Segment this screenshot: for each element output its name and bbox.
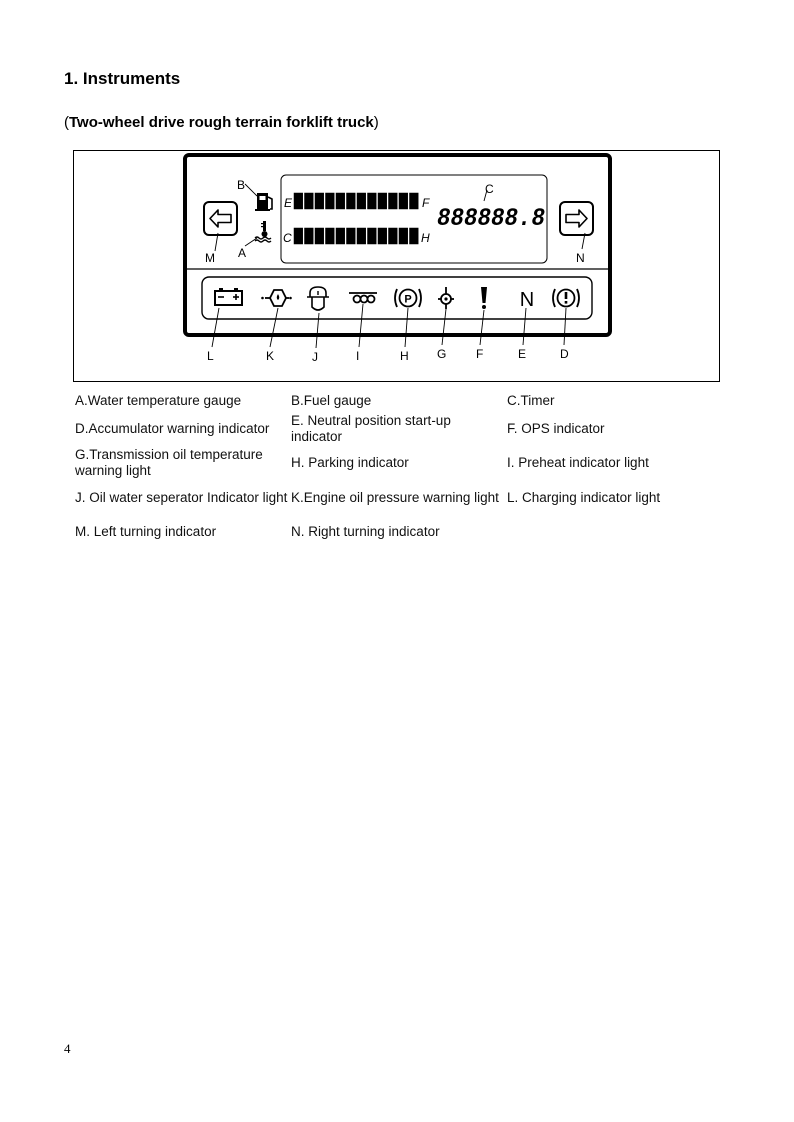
legend-item: J. Oil water seperator Indicator light: [75, 489, 288, 505]
callout-l: L: [207, 349, 214, 363]
legend-row: [75, 411, 720, 446]
temp-gauge-segment: [399, 228, 408, 244]
fuel-gauge-segment: [389, 193, 398, 209]
oil-can-icon: [261, 290, 292, 306]
legend-item: F. OPS indicator: [507, 420, 605, 436]
accumulator-brake-icon: [553, 289, 579, 307]
instrument-panel-figure: [73, 150, 720, 382]
fuel-gauge-full-mark: F: [422, 196, 430, 210]
callout-a: A: [238, 246, 247, 260]
parking-brake-icon: [395, 289, 421, 307]
callout-g: G: [437, 347, 447, 361]
fuel-gauge-segment: [378, 193, 387, 209]
page-number: 4: [64, 1041, 71, 1056]
fuel-pump-icon: [255, 193, 272, 211]
temp-gauge-segment: [315, 228, 324, 244]
legend-item: H. Parking indicator: [291, 455, 409, 470]
neutral-icon: N: [519, 289, 535, 311]
fuel-gauge-segment: [399, 193, 408, 209]
callout-d: D: [560, 347, 569, 361]
fuel-gauge-segment: [368, 193, 377, 209]
fuel-gauge-segment: [326, 193, 335, 209]
exclamation-icon: [481, 287, 487, 309]
temp-gauge-segment: [294, 228, 303, 244]
callout-i: I: [356, 349, 360, 363]
temp-gauge-bar: [294, 228, 418, 244]
callout-c: C: [485, 182, 494, 196]
water-temperature-icon: [255, 221, 271, 242]
legend-item: K.Engine oil pressure warning light: [291, 489, 499, 505]
legend-row: [75, 480, 720, 515]
subheading-bold: Two-wheel drive rough terrain forklift truck: [69, 114, 374, 131]
temp-gauge-segment: [389, 228, 398, 244]
preheat-coil-icon: [349, 293, 377, 303]
temp-gauge-segment: [347, 228, 356, 244]
legend-item: B.Fuel gauge: [291, 392, 372, 408]
fuel-gauge-bar: [294, 193, 418, 209]
legend-item: L. Charging indicator light: [507, 489, 661, 505]
legend-row: [75, 446, 720, 480]
left-arrow-icon: [204, 202, 237, 235]
battery-icon: [215, 288, 242, 305]
legend-item: G.Transmission oil temperature warning light: [75, 447, 263, 478]
fuel-gauge-segment: [410, 193, 419, 209]
parking-symbol: P: [404, 293, 412, 306]
legend-item: A.Water temperature gauge: [75, 392, 242, 408]
legend-item: N. Right turning indicator: [291, 524, 440, 539]
fuel-gauge-segment: [347, 193, 356, 209]
callout-h: H: [400, 349, 409, 363]
temp-gauge-segment: [410, 228, 419, 244]
fuel-gauge-segment: [305, 193, 314, 209]
legend-row: [75, 515, 720, 549]
fuel-gauge-segment: [336, 193, 345, 209]
instrument-panel-frame: [185, 155, 610, 335]
callout-j: J: [312, 350, 318, 364]
temp-gauge-segment: [326, 228, 335, 244]
legend-item: C.Timer: [507, 392, 555, 408]
callout-n: N: [576, 251, 585, 265]
temp-gauge-segment: [336, 228, 345, 244]
fuel-gauge-segment: [315, 193, 324, 209]
fuel-gauge-empty-mark: E: [284, 196, 293, 210]
fuel-gauge-segment: [357, 193, 366, 209]
temp-gauge-segment: [305, 228, 314, 244]
right-arrow-icon: [560, 202, 593, 235]
legend-item: M. Left turning indicator: [75, 524, 217, 539]
temp-gauge-segment: [378, 228, 387, 244]
section-heading: 1. Instruments: [64, 69, 181, 88]
fuel-gauge-segment: [294, 193, 303, 209]
oil-water-separator-icon: [307, 287, 329, 310]
legend-item: I. Preheat indicator light: [507, 455, 649, 470]
callout-e: E: [518, 347, 527, 361]
legend-row: [75, 390, 720, 411]
temp-gauge-cold-mark: C: [283, 231, 292, 245]
temp-gauge-hot-mark: H: [421, 231, 430, 245]
legend-table: [75, 390, 720, 549]
temp-gauge-segment: [357, 228, 366, 244]
transmission-temperature-icon: [438, 287, 454, 309]
callout-m: M: [205, 251, 215, 265]
callout-k: K: [266, 349, 275, 363]
section-subheading: (Two-wheel drive rough terrain forklift truck): [64, 114, 379, 131]
callout-b: B: [237, 178, 246, 192]
callout-f: F: [476, 347, 484, 361]
timer-display: 888888.8: [437, 204, 545, 233]
legend-item: D.Accumulator warning indicator: [75, 420, 270, 436]
legend-item: E. Neutral position start-up indicator: [291, 412, 451, 444]
temp-gauge-segment: [368, 228, 377, 244]
